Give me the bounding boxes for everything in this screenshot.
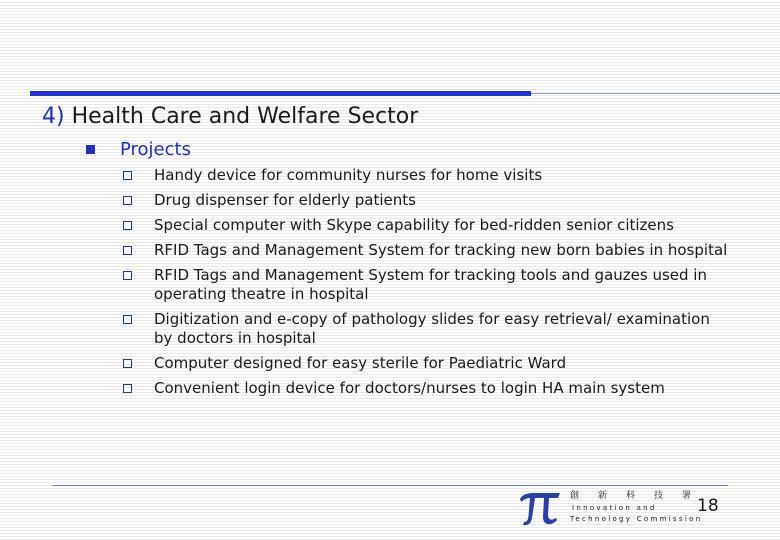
list-item (122, 166, 778, 185)
square-bullet-icon (86, 145, 95, 154)
hollow-square-bullet-icon (123, 221, 132, 230)
logo-line-1: Innovation and (572, 504, 657, 512)
footer-divider (52, 485, 728, 486)
list-item (122, 379, 778, 398)
hollow-square-bullet-icon (123, 384, 132, 393)
list-item (122, 241, 778, 260)
project-text: Special computer with Skype capability for bed-ridden senior citizens (154, 216, 674, 234)
project-text: Convenient login device for doctors/nurses to login HA main system (154, 379, 665, 397)
project-text: RFID Tags and Management System for tracking new born babies in hospital (154, 241, 728, 259)
list-item (122, 354, 778, 373)
page-number: 18 (697, 496, 719, 516)
list-item (122, 191, 778, 210)
hollow-square-bullet-icon (123, 171, 132, 180)
hollow-square-bullet-icon (123, 271, 132, 280)
logo-line-2: Technology Commission (570, 515, 703, 523)
hollow-square-bullet-icon (123, 315, 132, 324)
list-item (122, 216, 778, 235)
slide-title (42, 104, 418, 130)
project-list (122, 166, 778, 404)
pi-logo-icon (518, 490, 562, 528)
project-text: Handy device for community nurses for home visits (154, 166, 543, 184)
hollow-square-bullet-icon (123, 246, 132, 255)
section-number: 4) (42, 104, 65, 129)
project-text: Computer designed for easy sterile for Paediatric Ward (154, 354, 567, 372)
hollow-square-bullet-icon (123, 359, 132, 368)
project-text: Drug dispenser for elderly patients (154, 191, 416, 209)
project-text: Digitization and e-copy of pathology slides for easy retrieval/ examination by doctors in hospital (154, 310, 710, 347)
list-item (122, 310, 778, 348)
list-item (122, 266, 778, 304)
title-divider-thin (531, 93, 780, 94)
hollow-square-bullet-icon (123, 196, 132, 205)
project-text: RFID Tags and Management System for tracking tools and gauzes used in operating theatre in hospital (154, 266, 707, 303)
subheading-label: Projects (120, 139, 191, 160)
section-title: Health Care and Welfare Sector (71, 104, 419, 129)
title-divider-thick (30, 91, 531, 96)
logo-chinese-name: 創新科技署 (570, 491, 711, 501)
